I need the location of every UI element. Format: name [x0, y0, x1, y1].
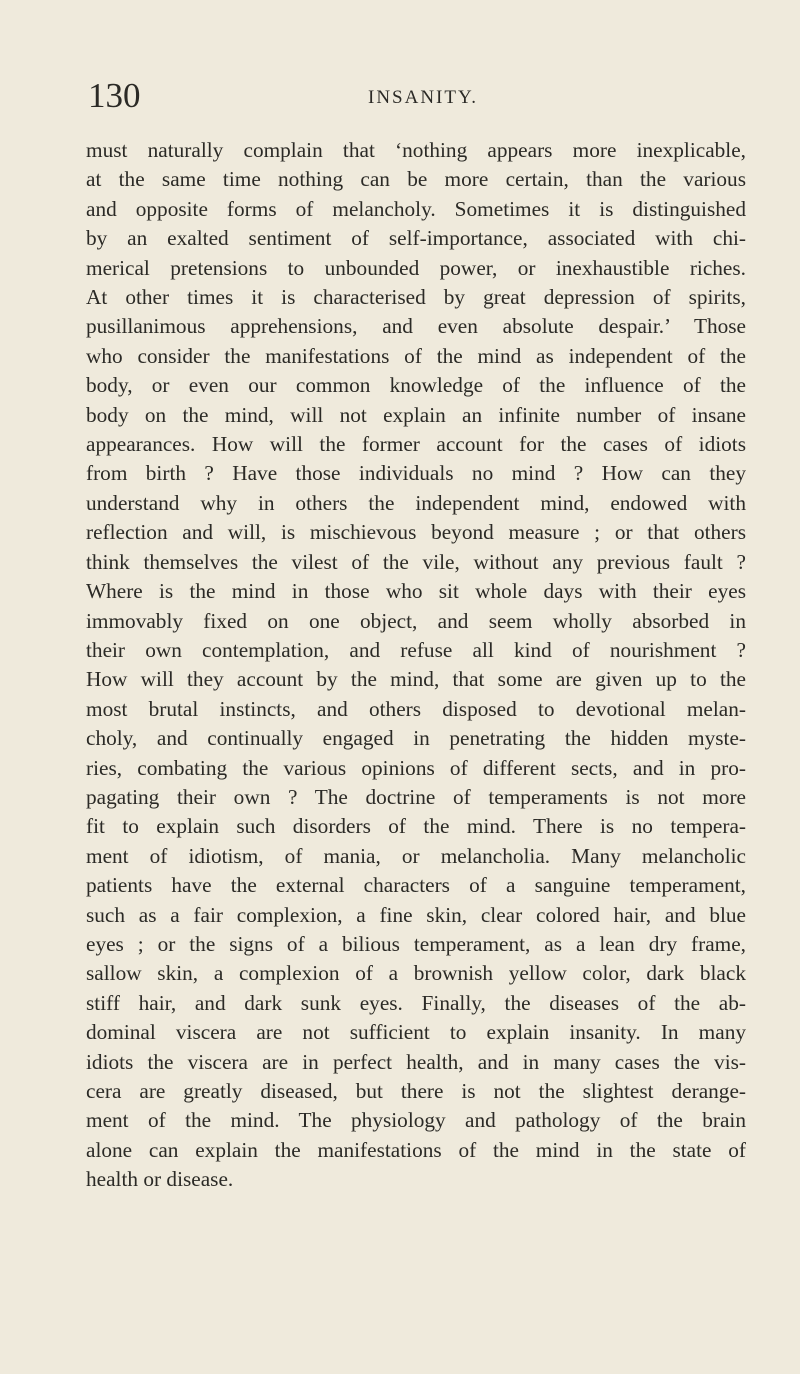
text-line: pagating their own ? The doctrine of temperaments is not more: [86, 784, 746, 809]
text-line: think themselves the vilest of the vile, without any previous fault ?: [86, 549, 746, 574]
text-line: must naturally complain that ‘nothing appears more inexplicable,: [86, 138, 746, 162]
text-line: and opposite forms of melancholy. Sometimes it is distinguished: [86, 196, 746, 221]
text-line: merical pretensions to unbounded power, or inexhaustible riches.: [86, 255, 746, 280]
page-number: 130: [88, 76, 141, 115]
text-line: sallow skin, a complexion of a brownish yellow color, dark black: [86, 961, 746, 986]
text-line-last: health or disease.: [86, 1167, 234, 1192]
text-line: alone can explain the manifestations of the mind in the state of: [86, 1137, 746, 1162]
text-line: understand why in others the independent mind, endowed with: [86, 490, 746, 515]
text-line: eyes ; or the signs of a bilious temperament, as a lean dry frame,: [86, 931, 746, 956]
page-header: [88, 76, 688, 116]
text-line: ment of idiotism, of mania, or melancholia. Many melancholic: [86, 843, 746, 868]
text-line: ment of the mind. The physiology and pathology of the brain: [86, 1108, 746, 1133]
text-line: Where is the mind in those who sit whole days with their eyes: [86, 579, 746, 604]
text-line: ries, combating the various opinions of different sects, and in pro-: [86, 755, 746, 780]
text-line: pusillanimous apprehensions, and even absolute despair.’ Those: [86, 314, 746, 339]
text-line: body on the mind, will not explain an infinite number of insane: [86, 402, 746, 427]
text-line: reflection and will, is mischievous beyond measure ; or that others: [86, 520, 746, 545]
text-line: who consider the manifestations of the mind as independent of the: [86, 343, 746, 368]
text-line: immovably fixed on one object, and seem wholly absorbed in: [86, 608, 746, 633]
text-line: most brutal instincts, and others disposed to devotional melan-: [86, 696, 746, 721]
text-line: fit to explain such disorders of the mind. There is no tempera-: [86, 814, 746, 839]
text-line: cera are greatly diseased, but there is not the slightest derange-: [86, 1079, 746, 1103]
text-line: choly, and continually engaged in penetrating the hidden myste-: [86, 726, 746, 751]
body-text: [86, 136, 746, 1195]
text-line: patients have the external characters of a sanguine temperament,: [86, 873, 746, 898]
text-line: appearances. How will the former account for the cases of idiots: [86, 432, 746, 457]
text-line: from birth ? Have those individuals no mind ? How can they: [86, 461, 746, 486]
text-line: body, or even our common knowledge of the influence of the: [86, 373, 746, 398]
text-line: How will they account by the mind, that some are given up to the: [86, 667, 746, 692]
text-line: their own contemplation, and refuse all kind of nourishment ?: [86, 637, 746, 662]
text-line: stiff hair, and dark sunk eyes. Finally, the diseases of the ab-: [86, 990, 746, 1015]
text-line: idiots the viscera are in perfect health, and in many cases the vis-: [86, 1049, 746, 1074]
text-line: dominal viscera are not sufficient to explain insanity. In many: [86, 1020, 746, 1045]
text-line: by an exalted sentiment of self-importance, associated with chi-: [86, 226, 746, 251]
text-line: at the same time nothing can be more certain, than the various: [86, 167, 746, 192]
text-line: At other times it is characterised by great depression of spirits,: [86, 285, 746, 310]
text-line: such as a fair complexion, a fine skin, clear colored hair, and blue: [86, 902, 746, 927]
running-head: INSANITY.: [368, 87, 479, 108]
